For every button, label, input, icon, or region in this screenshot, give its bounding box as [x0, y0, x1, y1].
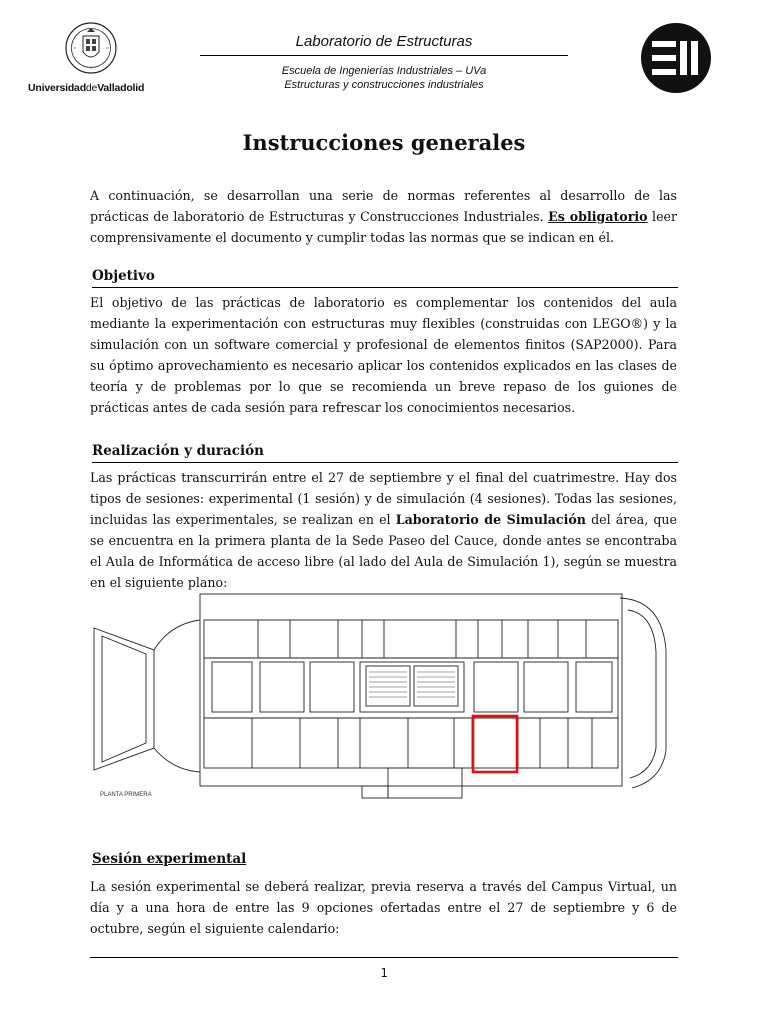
highlighted-lab-room: [473, 716, 517, 772]
objetivo-paragraph: El objetivo de las prácticas de laboratorio es complementar los contenidos del aula mediante la experimentación con estructuras muy flexibles (construidas con LEGO®) y la simulación con un software comercial y profesional de elementos finitos (SAP2000). Para su óptimo aprovechamiento es necesario aplicar los contenidos explicados en las clases de teoría y de problemas por lo que se recomienda un breve repaso de los guiones de prácticas antes de cada sesión para refrescar los conocimientos necesarios.: [90, 295, 677, 415]
floor-plan: [92, 580, 678, 802]
dept-line: Estructuras y construcciones industriales: [284, 79, 484, 91]
section-heading-sesion: Sesión experimental: [92, 851, 247, 867]
section-heading-objetivo: Objetivo: [92, 268, 678, 288]
floor-plan-caption: PLANTA PRIMERA: [100, 792, 152, 798]
lab-title: Laboratorio de Estructuras: [295, 33, 473, 50]
header-divider: [200, 55, 568, 56]
document-title: Instrucciones generales: [242, 130, 526, 155]
university-logo: [28, 22, 154, 96]
lab-name-emphasis: Laboratorio de Simulación: [395, 512, 586, 527]
eii-logo-icon: [640, 22, 712, 94]
sesion-paragraph: La sesión experimental se deberá realizar, previa reserva a través del Campus Virtual, un día y a una hora de entre las 9 opciones ofertadas entre el 27 de septiembre y 6 de octubre, según el siguiente calendario:: [90, 879, 677, 936]
school-line: Escuela de Ingenierías Industriales – UVa: [281, 65, 487, 77]
intro-paragraph: A continuación, se desarrollan una serie de normas referentes al desarrollo de las prácticas de laboratorio de Estructuras y Construcciones Industriales. Es obligatorio leer comprensivamente el documento y cumplir todas las normas que se indican en él.: [90, 188, 677, 245]
header-subtitle: [200, 64, 568, 92]
page-number: 1: [380, 966, 388, 980]
university-name: UniversidaddeValladolid: [28, 82, 145, 94]
realizacion-paragraph: Las prácticas transcurrirán entre el 27 de septiembre y el final del cuatrimestre. Hay dos tipos de sesiones: experimental (1 sesión) y de simulación (4 sesiones). Todas las sesiones, incluidas las experimentales, se realizan en el Laboratorio de Simulación del área, que se encuentra en la primera planta de la Sede Paseo del Cauce, donde antes se encontraba el Aula de Informática de acceso libre (al lado del Aula de Simulación 1), según se muestra en el siguiente plano:: [90, 470, 677, 590]
obligatorio-emphasis: Es obligatorio: [548, 209, 648, 224]
section-heading-realizacion: Realización y duración: [92, 443, 678, 463]
university-seal-icon: [65, 22, 117, 74]
footer-divider: [90, 957, 678, 958]
